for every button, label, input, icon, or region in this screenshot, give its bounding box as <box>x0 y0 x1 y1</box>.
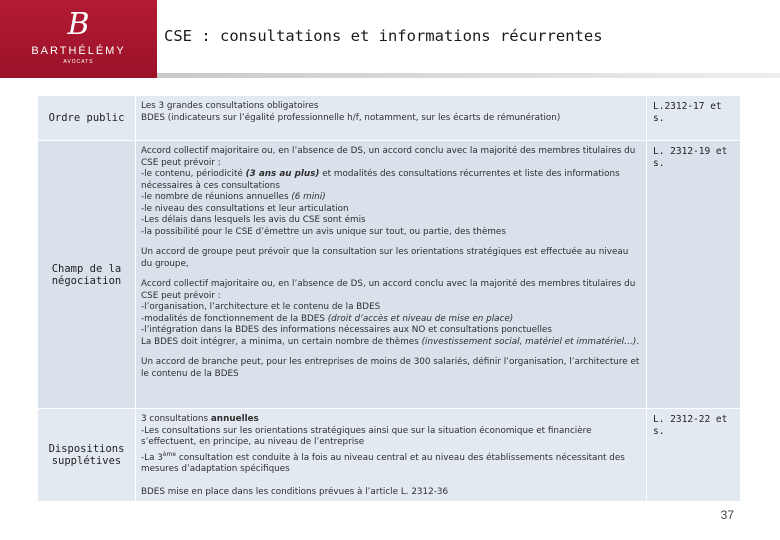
firm-logo <box>0 0 157 78</box>
ref-ordre-public: L.2312-17 et s. <box>653 101 722 124</box>
logo-subtitle: AVOCATS <box>63 59 94 65</box>
champ-block1-intro: Accord collectif majoritaire ou, en l’absence de DS, un accord conclu avec la majorité des membres titulaires du CSE peut prévoir : <box>141 146 636 168</box>
row-ordre-public <box>38 96 740 141</box>
ordre-public-line2: BDES (indicateurs sur l’égalité professionnelle h/f, notamment, sur les écarts de rémunération) <box>141 112 561 123</box>
row-dispositions-suppletives <box>38 409 740 502</box>
row-label-champ: Champ de la négociation <box>38 141 136 408</box>
champ-block3-intro: Accord collectif majoritaire ou, en l’absence de DS, un accord conclu avec la majorité des membres titulaires du CSE peut prévoir : <box>141 279 636 301</box>
supp-line1: 3 consultations annuelles <box>141 414 259 424</box>
row-label-ordre-public: Ordre public <box>38 96 136 140</box>
row-body-ordre-public <box>135 96 647 140</box>
champ-block3-item4: La BDES doit intégrer, a minima, un certain nombre de thèmes (investissement social, matériel et immatériel…). <box>141 336 640 347</box>
row-label-suppletives: Dispositions supplétives <box>38 409 136 501</box>
row-body-champ <box>135 141 647 408</box>
champ-block1-item3: -le niveau des consultations et leur articulation <box>141 203 349 214</box>
champ-block1-item2: -le nombre de réunions annuelles (6 mini) <box>141 192 326 202</box>
champ-block1-item1: -le contenu, périodicité (3 ans au plus) et modalités des consultations récurrentes et liste des informations nécessaires à ces consultations <box>141 169 620 191</box>
champ-block3-item1: -l’organisation, l’architecture et le contenu de la BDES <box>141 302 381 312</box>
champ-block3-item2: -modalités de fonctionnement de la BDES (droit d’accès et niveau de mise en place) <box>141 313 514 324</box>
ref-suppletives: L. 2312-22 et s. <box>653 414 728 437</box>
champ-block1-item5: -la possibilité pour le CSE d’émettre un avis unique sur tout, ou partie, des thèmes <box>141 226 506 237</box>
ordre-public-line1: Les 3 grandes consultations obligatoires <box>141 101 319 111</box>
champ-block1-item4: -Les délais dans lesquels les avis du CSE sont émis <box>141 215 366 225</box>
champ-block4: Un accord de branche peut, pour les entreprises de moins de 300 salariés, définir l’organisation, l’architecture et le contenu de la BDES <box>141 357 640 379</box>
supp-line4: BDES mise en place dans les conditions prévues à l’article L. 2312-36 <box>141 487 449 498</box>
row-body-suppletives <box>135 409 647 501</box>
content-table <box>38 96 740 502</box>
logo-monogram: B <box>67 7 90 42</box>
slide-title: CSE : consultations et informations récurrentes <box>164 27 603 45</box>
page-number: 37 <box>720 508 734 522</box>
champ-block3-item3: -l’intégration dans la BDES des informations nécessaires aux NO et consultations ponctuelles <box>141 325 552 335</box>
supp-line3: -La 3ème consultation est conduite à la fois au niveau central et au niveau des établissements nécessitant des mesures d’adaptation spécifiques <box>141 450 625 474</box>
row-champ-negociation <box>38 141 740 409</box>
header-divider <box>157 73 780 78</box>
logo-firm-name: BARTHÉLÉMY <box>31 45 126 57</box>
champ-block2: Un accord de groupe peut prévoir que la consultation sur les orientations stratégiques est effectuée au niveau du groupe, <box>141 247 629 269</box>
ref-champ: L. 2312-19 et s. <box>653 146 728 169</box>
supp-line2: -Les consultations sur les orientations stratégiques ainsi que sur la situation économique et financière s’effectuent, en principe, au niveau de l’entreprise <box>141 425 592 447</box>
